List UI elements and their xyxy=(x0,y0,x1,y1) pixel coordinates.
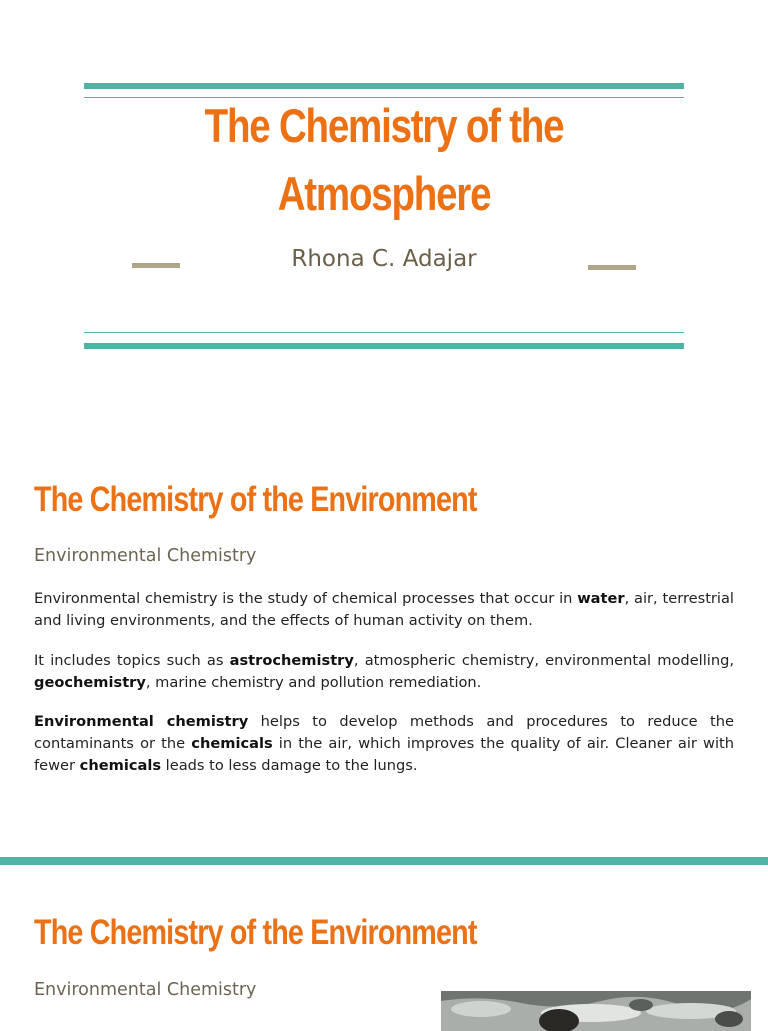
page-title: The Chemistry of the Atmosphere xyxy=(204,99,564,220)
body-paragraph: Environmental chemistry helps to develop methods and procedures to reduce the contaminants or the chemicals in the air, which improves the quality of air. Cleaner air with fewer chemicals leads to less damage to the lungs. xyxy=(34,713,734,774)
bold-term: astrochemistry xyxy=(229,652,354,669)
section-heading: The Chemistry of the Environment xyxy=(34,913,477,952)
bold-term: geochemistry xyxy=(34,674,146,691)
photo-graphic xyxy=(441,991,751,1031)
bold-term: water xyxy=(577,590,625,607)
body-paragraph: It includes topics such as astrochemistry, atmospheric chemistry, environmental modelling, geochemistry, marine chemistry and pollution remediation. xyxy=(34,652,734,691)
section-subheading: Environmental Chemistry xyxy=(34,546,257,566)
bold-term: Environmental chemistry xyxy=(34,713,249,730)
title-bottom-thin-rule xyxy=(84,332,684,333)
bold-term: chemicals xyxy=(79,757,162,774)
river-photo-icon xyxy=(441,991,751,1031)
slide-divider xyxy=(0,857,768,865)
title-top-thick-rule xyxy=(84,83,684,89)
section-subheading: Environmental Chemistry xyxy=(34,980,257,1000)
author-name: Rhona C. Adajar xyxy=(291,246,477,272)
bold-term: chemicals xyxy=(191,735,273,752)
body-paragraph: Environmental chemistry is the study of chemical processes that occur in water, air, terrestrial and living environments, and the effects of human activity on them. xyxy=(34,590,734,629)
section-heading: The Chemistry of the Environment xyxy=(34,480,477,519)
title-bottom-thick-rule xyxy=(84,343,684,349)
author-right-accent-bar xyxy=(588,265,636,270)
